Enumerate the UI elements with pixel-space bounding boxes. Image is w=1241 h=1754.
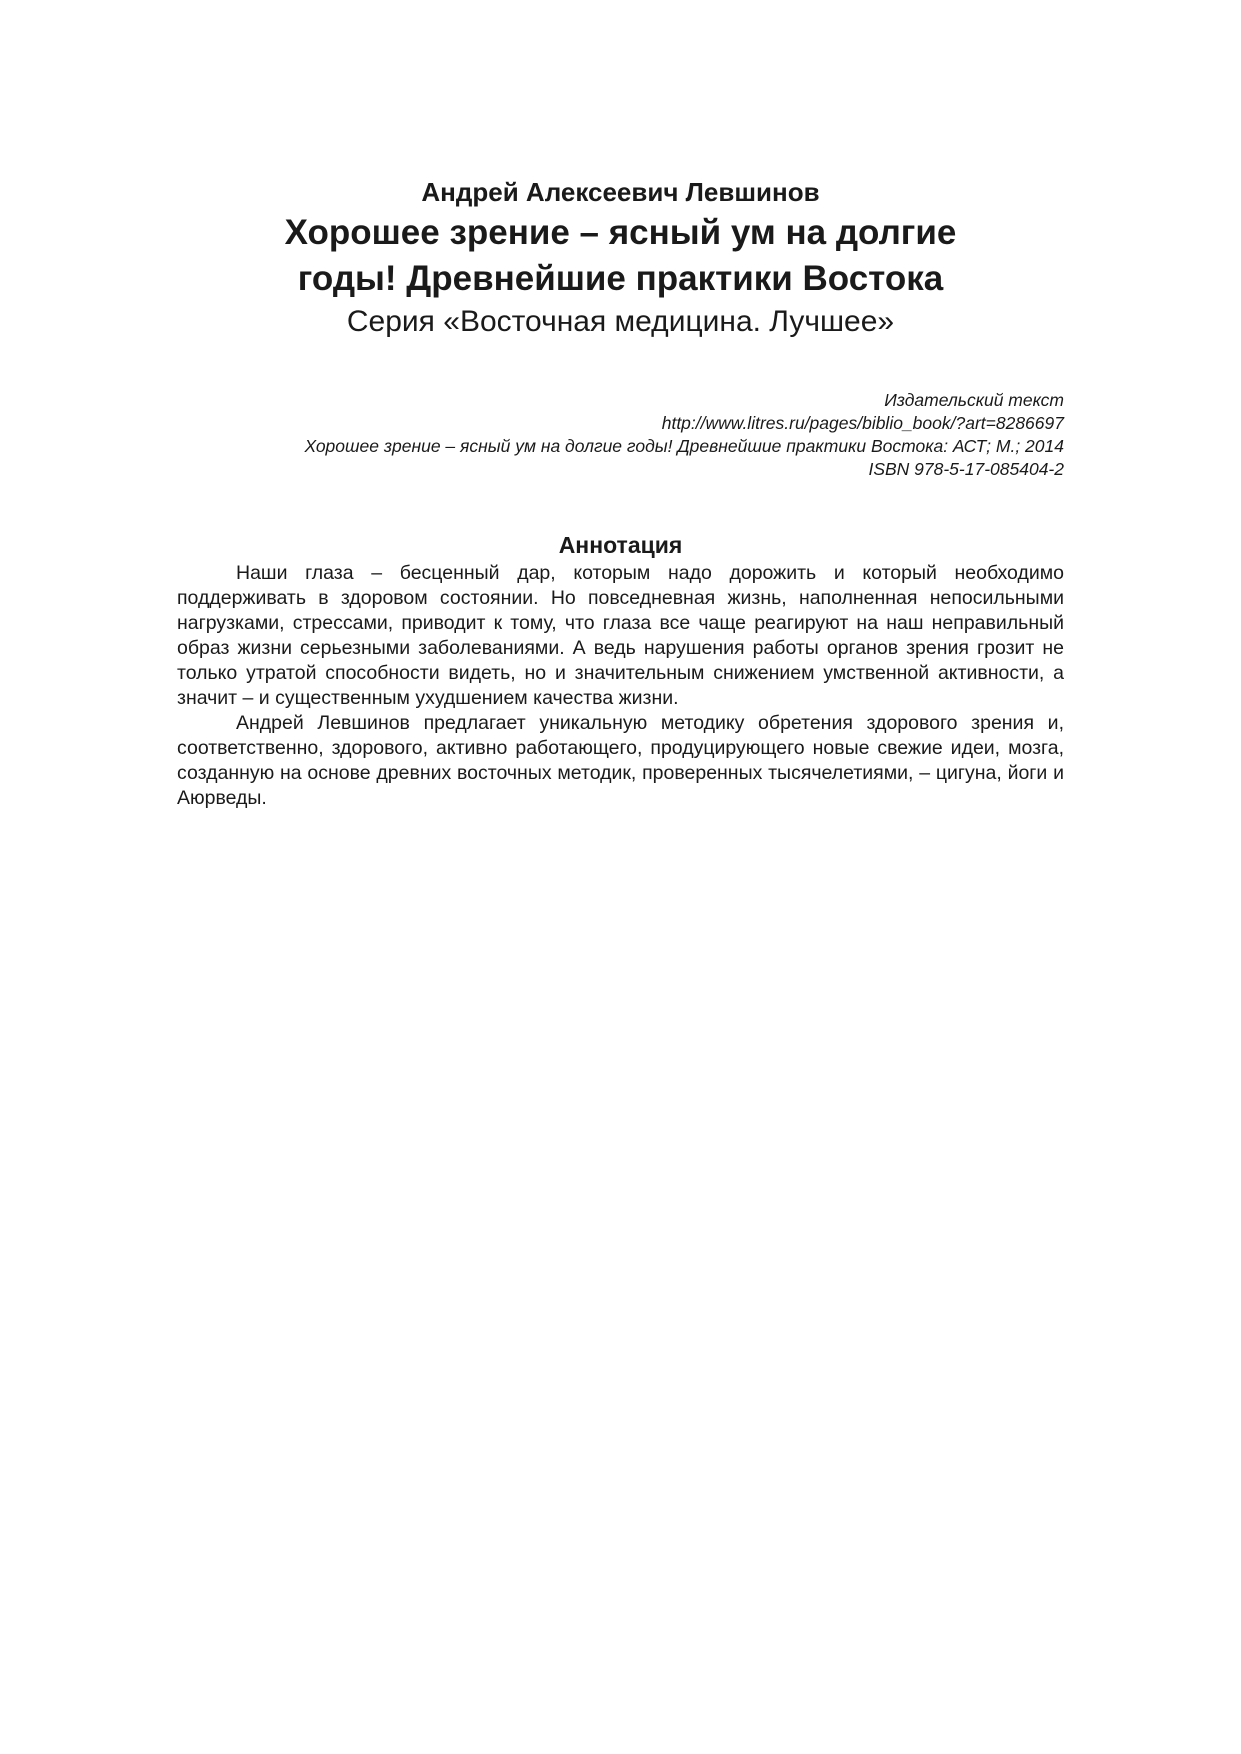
title-block: [177, 174, 1064, 342]
annotation-paragraph-1: Наши глаза – бесценный дар, которым надо дорожить и который необходимо поддерживать в здоровом состоянии. Но повседневная жизнь, наполненная непосильными нагрузками, стрессами, приводит к тому, что глаза все чаще реагируют на наш неправильный образ жизни серьезными заболеваниями. А ведь нарушения работы органов зрения грозит не только утратой способности видеть, но и значительным снижением умственной активности, а значит – и существенным ухудшением качества жизни.: [177, 562, 1064, 709]
isbn: ISBN 978-5-17-085404-2: [868, 459, 1064, 479]
book-title-line-2: годы! Древнейшие практики Востока: [297, 259, 944, 298]
publication-info: [177, 389, 1064, 481]
book-title: [177, 210, 1064, 302]
author-name: Андрей Алексеевич Левшинов: [421, 177, 820, 207]
series-title: Серия «Восточная медицина. Лучшее»: [346, 305, 895, 338]
annotation-body: [177, 561, 1064, 811]
annotation-paragraph-2: Андрей Левшинов предлагает уникальную методику обретения здорового зрения и, соответственно, здорового, активно работающего, продуцирующего новые свежие идеи, мозга, созданную на основе древних восточных методик, проверенных тысячелетиями, – цигуна, йоги и Аюрведы.: [177, 712, 1064, 809]
citation: Хорошее зрение – ясный ум на долгие годы! Древнейшие практики Востока: АСТ; М.; 2014: [304, 436, 1064, 456]
source-url: http://www.litres.ru/pages/biblio_book/?art=8286697: [661, 413, 1064, 433]
book-title-line-1: Хорошее зрение – ясный ум на долгие: [284, 213, 957, 252]
annotation-heading: Аннотация: [558, 532, 683, 558]
publisher-label: Издательский текст: [884, 390, 1064, 410]
